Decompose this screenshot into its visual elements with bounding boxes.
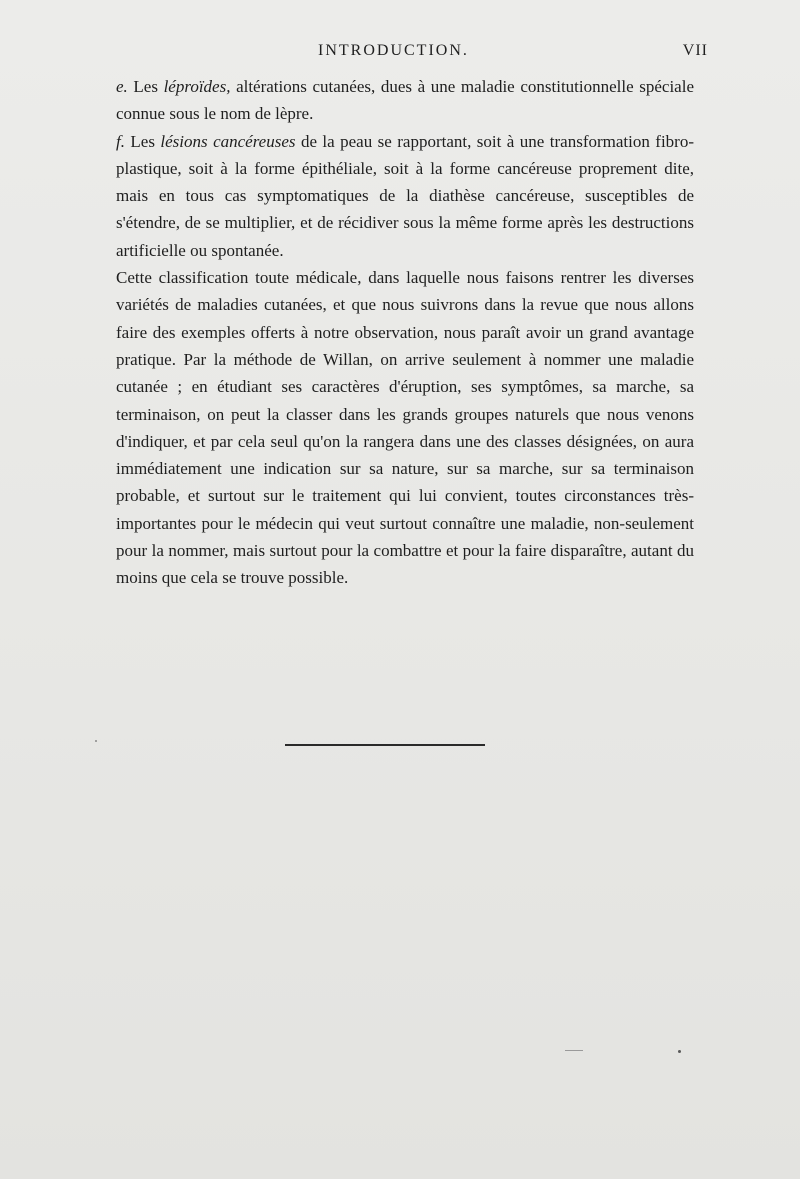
body-text — [116, 73, 694, 592]
list-marker-e: e. — [116, 77, 128, 96]
print-speck — [565, 1050, 583, 1051]
paragraph-rest: de la peau se rapportant, soit à une transformation fibro-plastique, soit à la forme épithéliale, soit à la forme cancéreuse proprement dite, mais en tous cas symptomatiques de la diathèse cancéreuse, susceptibles de s'étendre, de se multiplier, et de récidiver sous la même forme après les destructions artificielle ou spontanée. — [116, 131, 694, 260]
paragraph-lesions-cancereuses — [116, 128, 694, 264]
paragraph-rest: altérations cutanées, dues à une maladie constitutionnelle spéciale connue sous le nom de lèpre. — [116, 77, 694, 124]
term-leproides: léproïdes, — [163, 77, 231, 96]
paragraph-classification: Cette classification toute médicale, dans laquelle nous faisons rentrer les diverses variétés de maladies cutanées, et que nous suivrons dans la revue que nous allons faire des exemples offerts à notre observation, nous paraît avoir un grand avantage pratique. Par la méthode de Willan, on arrive seulement à nommer une maladie cutanée ; en étudiant ses caractères d'éruption, ses symptômes, sa marche, sa terminaison, on peut la classer dans les grands groupes naturels que nous venons d'indiquer, et par cela seul qu'on la rangera dans une des classes désignées, on aura immédiatement une indication sur sa nature, sur sa marche, sur sa terminaison probable, et surtout sur le traitement qui lui convient, toutes circonstances très-importantes pour le médecin qui veut surtout connaître une maladie, non-seulement pour la nommer, mais surtout pour la combattre et pour la faire disparaître, autant du moins que cela se trouve possible. — [116, 268, 694, 588]
paragraph-leproides — [116, 73, 694, 128]
section-end-rule — [285, 744, 485, 746]
page-header — [0, 42, 800, 66]
paragraph-lead: Les — [130, 131, 155, 151]
page-number: VII — [682, 42, 708, 59]
term-lesions-cancereuses: lésions cancéreuses — [160, 131, 296, 151]
print-speck — [678, 1050, 681, 1053]
print-speck — [95, 740, 97, 742]
list-marker-f: f. — [116, 131, 125, 151]
paragraph-lead: Les — [133, 77, 158, 96]
running-title: INTRODUCTION. — [318, 42, 469, 59]
